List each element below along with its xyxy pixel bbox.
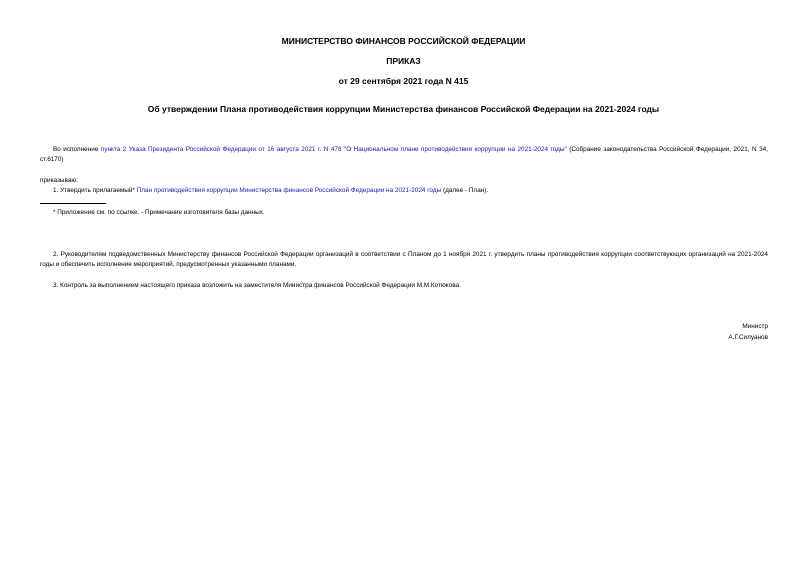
document-type-heading: ПРИКАЗ <box>386 56 421 66</box>
decree-link[interactable]: пункта 2 Указа Президента Российской Федерации от 16 августа 2021 г. N 478 "О Национальном плане противодействия коррупции на 2021-2024 годы" <box>100 146 567 153</box>
intro-suffix: (Собрание законодательства Российской Федерации, 2021, N 34, ст.6170) <box>40 146 768 163</box>
document-subject-heading: Об утверждении Плана противодействия коррупции Министерства финансов Российской Федерации на 2021-2024 годы <box>147 104 660 114</box>
item-3-paragraph: 3. Контроль за выполнением настоящего приказа возложить на заместителя Министра финансов Российской Федерации М.М.Котюкова. <box>53 282 461 289</box>
item-1-suffix: (далее - План). <box>441 187 489 194</box>
item-1-prefix: 1. Утвердить прилагаемый* <box>53 187 137 194</box>
footnote-text: * Приложение см. по ссылке. - Примечание изготовителя базы данных. <box>53 209 265 216</box>
plan-link[interactable]: План противодействия коррупции Министерства финансов Российской Федерации на 2021-2024 годы <box>136 187 442 194</box>
order-word: приказываю: <box>40 177 78 184</box>
signatory-position: Министр <box>742 323 768 330</box>
item-2-paragraph: 2. Руководителям подведомственных Министерству финансов Российской Федерации организаций в соответствии с Планом до 1 ноября 2021 г. утвердить планы противодействия коррупции соответствующих организаций на 2021-2024 годы и обеспечить исполнение мероприятий, предусмотренных указанными планами. <box>40 251 768 268</box>
item-1-paragraph <box>40 186 768 196</box>
signatory-name: А.Г.Силуанов <box>728 334 768 341</box>
intro-paragraph <box>40 145 768 165</box>
ministry-heading: МИНИСТЕРСТВО ФИНАНСОВ РОССИЙСКОЙ ФЕДЕРАЦИИ <box>281 36 526 46</box>
intro-prefix: Во исполнение <box>53 146 101 153</box>
footnote-divider <box>40 203 106 204</box>
date-number-heading: от 29 сентября 2021 года N 415 <box>338 76 469 86</box>
